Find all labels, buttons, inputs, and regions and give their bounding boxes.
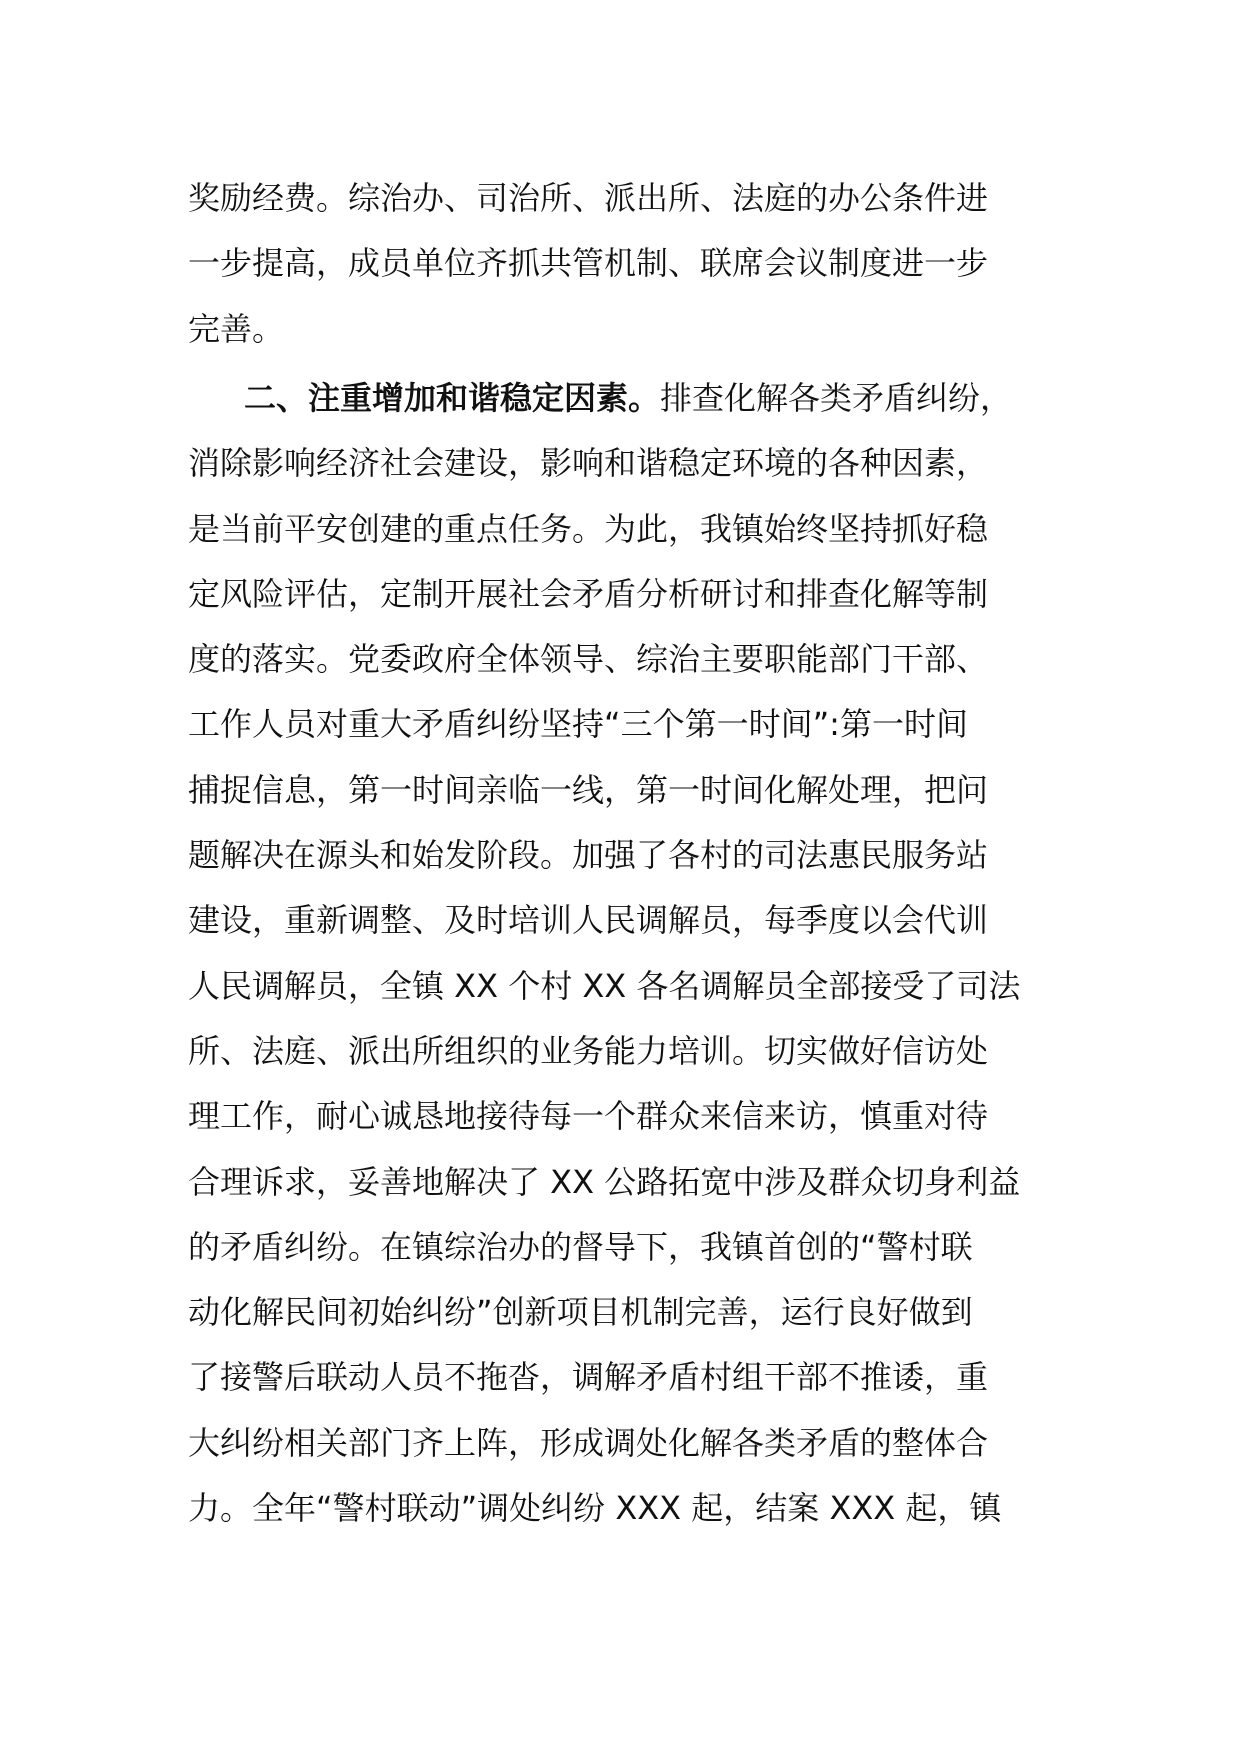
text-line: 排查化解各类矛盾纠纷， <box>660 379 1013 417</box>
text-line: 捕捉信息，第一时间亲临一线，第一时间化解处理，把问 <box>188 770 989 809</box>
paragraph-1 <box>188 166 1064 362</box>
text-line: 人民调解员，全镇 XX 个村 XX 各名调解员全部接受了司法 <box>188 966 1021 1005</box>
section-heading: 二、注重增加和谐稳定因素。 <box>244 379 661 417</box>
text-line: 建设，重新调整、及时培训人民调解员，每季度以会代训 <box>188 901 989 940</box>
text-line: 是当前平安创建的重点任务。为此，我镇始终坚持抓好稳 <box>188 509 989 548</box>
text-line: 大纠纷相关部门齐上阵，形成调处化解各类矛盾的整体合 <box>188 1423 989 1462</box>
text-line: 奖励经费。综治办、司治所、派出所、法庭的办公条件进 <box>188 179 989 217</box>
text-line: 了接警后联动人员不拖沓，调解矛盾村组干部不推诿，重 <box>188 1358 989 1397</box>
text-line: 一步提高，成员单位齐抓共管机制、联席会议制度进一步 <box>188 244 989 283</box>
text-line: 力。全年“警村联动”调处纠纷 XXX 起，结案 XXX 起，镇 <box>188 1489 1002 1528</box>
paragraph-2 <box>188 366 1064 1541</box>
text-line: 的矛盾纠纷。在镇综治办的督导下，我镇首创的“警村联 <box>188 1227 973 1266</box>
text-line: 度的落实。党委政府全体领导、综治主要职能部门干部、 <box>188 640 989 679</box>
text-line: 理工作，耐心诚恳地接待每一个群众来信来访，慎重对待 <box>188 1097 989 1136</box>
paragraph-2-first-line <box>188 366 1064 431</box>
text-line: 动化解民间初始纠纷”创新项目机制完善，运行良好做到 <box>188 1293 973 1332</box>
text-line: 所、法庭、派出所组织的业务能力培训。切实做好信访处 <box>188 1031 989 1070</box>
text-line: 题解决在源头和始发阶段。加强了各村的司法惠民服务站 <box>188 836 989 875</box>
text-line: 工作人员对重大矛盾纠纷坚持“三个第一时间”:第一时间 <box>188 705 968 744</box>
text-line: 合理诉求，妥善地解决了 XX 公路拓宽中涉及群众切身利益 <box>188 1162 1021 1201</box>
text-line: 定风险评估，定制开展社会矛盾分析研讨和排查化解等制 <box>188 574 989 613</box>
text-line: 消除影响经济社会建设，影响和谐稳定环境的各种因素， <box>188 444 989 483</box>
text-line: 完善。 <box>188 309 285 348</box>
